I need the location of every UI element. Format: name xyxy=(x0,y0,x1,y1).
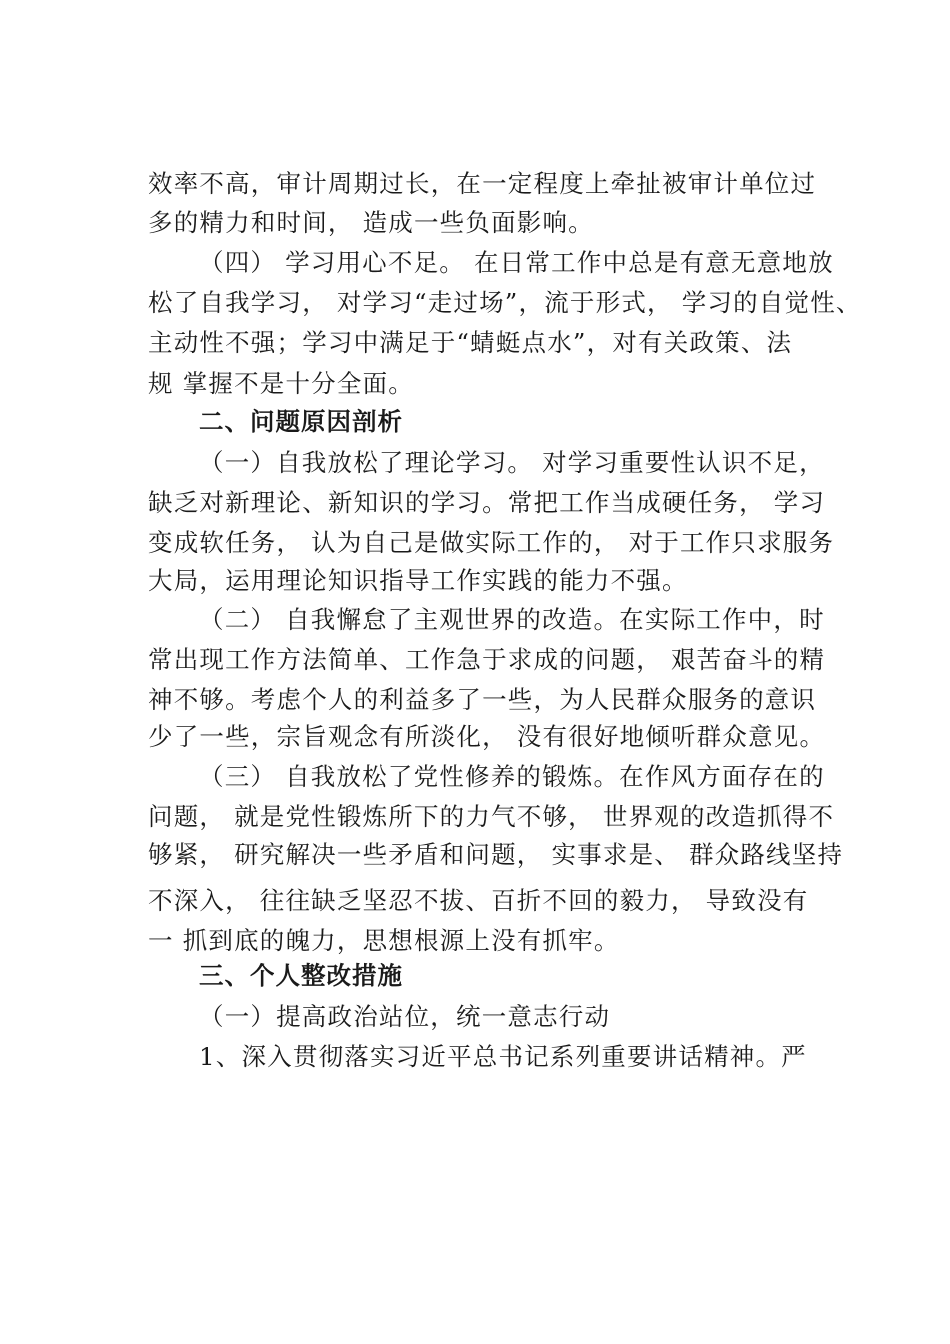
body-text-line: 效率不高，审计周期过长，在一定程度上牵扯被审计单位过 xyxy=(148,169,817,198)
section-heading: 三、个人整改措施 xyxy=(199,961,403,990)
body-text-line: 够紧， 研究解决一些矛盾和问题， 实事求是、 群众路线坚持 xyxy=(148,840,844,869)
body-text-line: （四） 学习用心不足。 在日常工作中总是有意无意地放 xyxy=(199,248,834,277)
body-text-line: （一）提高政治站位，统一意志行动 xyxy=(199,1002,611,1031)
body-text-line: 少了一些，宗旨观念有所淡化， 没有很好地倾听群众意见。 xyxy=(148,722,826,751)
section-heading: 二、问题原因剖析 xyxy=(199,407,403,436)
body-text-line: 松了自我学习， 对学习“走过场”，流于形式， 学习的自觉性、 xyxy=(148,288,862,317)
body-text-line: 问题， 就是党性锻炼所下的力气不够， 世界观的改造抓得不 xyxy=(148,802,835,831)
body-text-line: 神不够。考虑个人的利益多了一些，为人民群众服务的意识 xyxy=(148,685,817,714)
body-text-line: 缺乏对新理论、新知识的学习。常把工作当成硬任务， 学习 xyxy=(148,488,826,517)
body-text-line: 大局，运用理论知识指导工作实践的能力不强。 xyxy=(148,566,688,595)
body-text-line: 不深入， 往往缺乏坚忍不拔、百折不回的毅力， 导致没有 xyxy=(148,886,809,915)
body-text-line: 1、深入贯彻落实习近平总书记系列重要讲话精神。严 xyxy=(199,1042,807,1071)
body-text-line: 一 抓到底的魄力，思想根源上没有抓牢。 xyxy=(148,926,620,955)
body-text-line: （一）自我放松了理论学习。 对学习重要性认识不足， xyxy=(199,448,825,477)
body-text-line: 变成软任务， 认为自己是做实际工作的， 对于工作只求服务 xyxy=(148,528,835,557)
body-text-line: （三） 自我放松了党性修养的锻炼。在作风方面存在的 xyxy=(199,762,825,791)
body-text-line: 常出现工作方法简单、工作急于求成的问题， 艰苦奋斗的精 xyxy=(148,645,826,674)
body-text-line: 多的精力和时间， 造成一些负面影响。 xyxy=(148,208,594,237)
body-text-line: （二） 自我懈怠了主观世界的改造。在实际工作中，时 xyxy=(199,605,825,634)
body-text-line: 主动性不强；学习中满足于“蜻蜓点水”，对有关政策、法 xyxy=(148,328,793,357)
body-text-line: 规 掌握不是十分全面。 xyxy=(148,369,414,398)
